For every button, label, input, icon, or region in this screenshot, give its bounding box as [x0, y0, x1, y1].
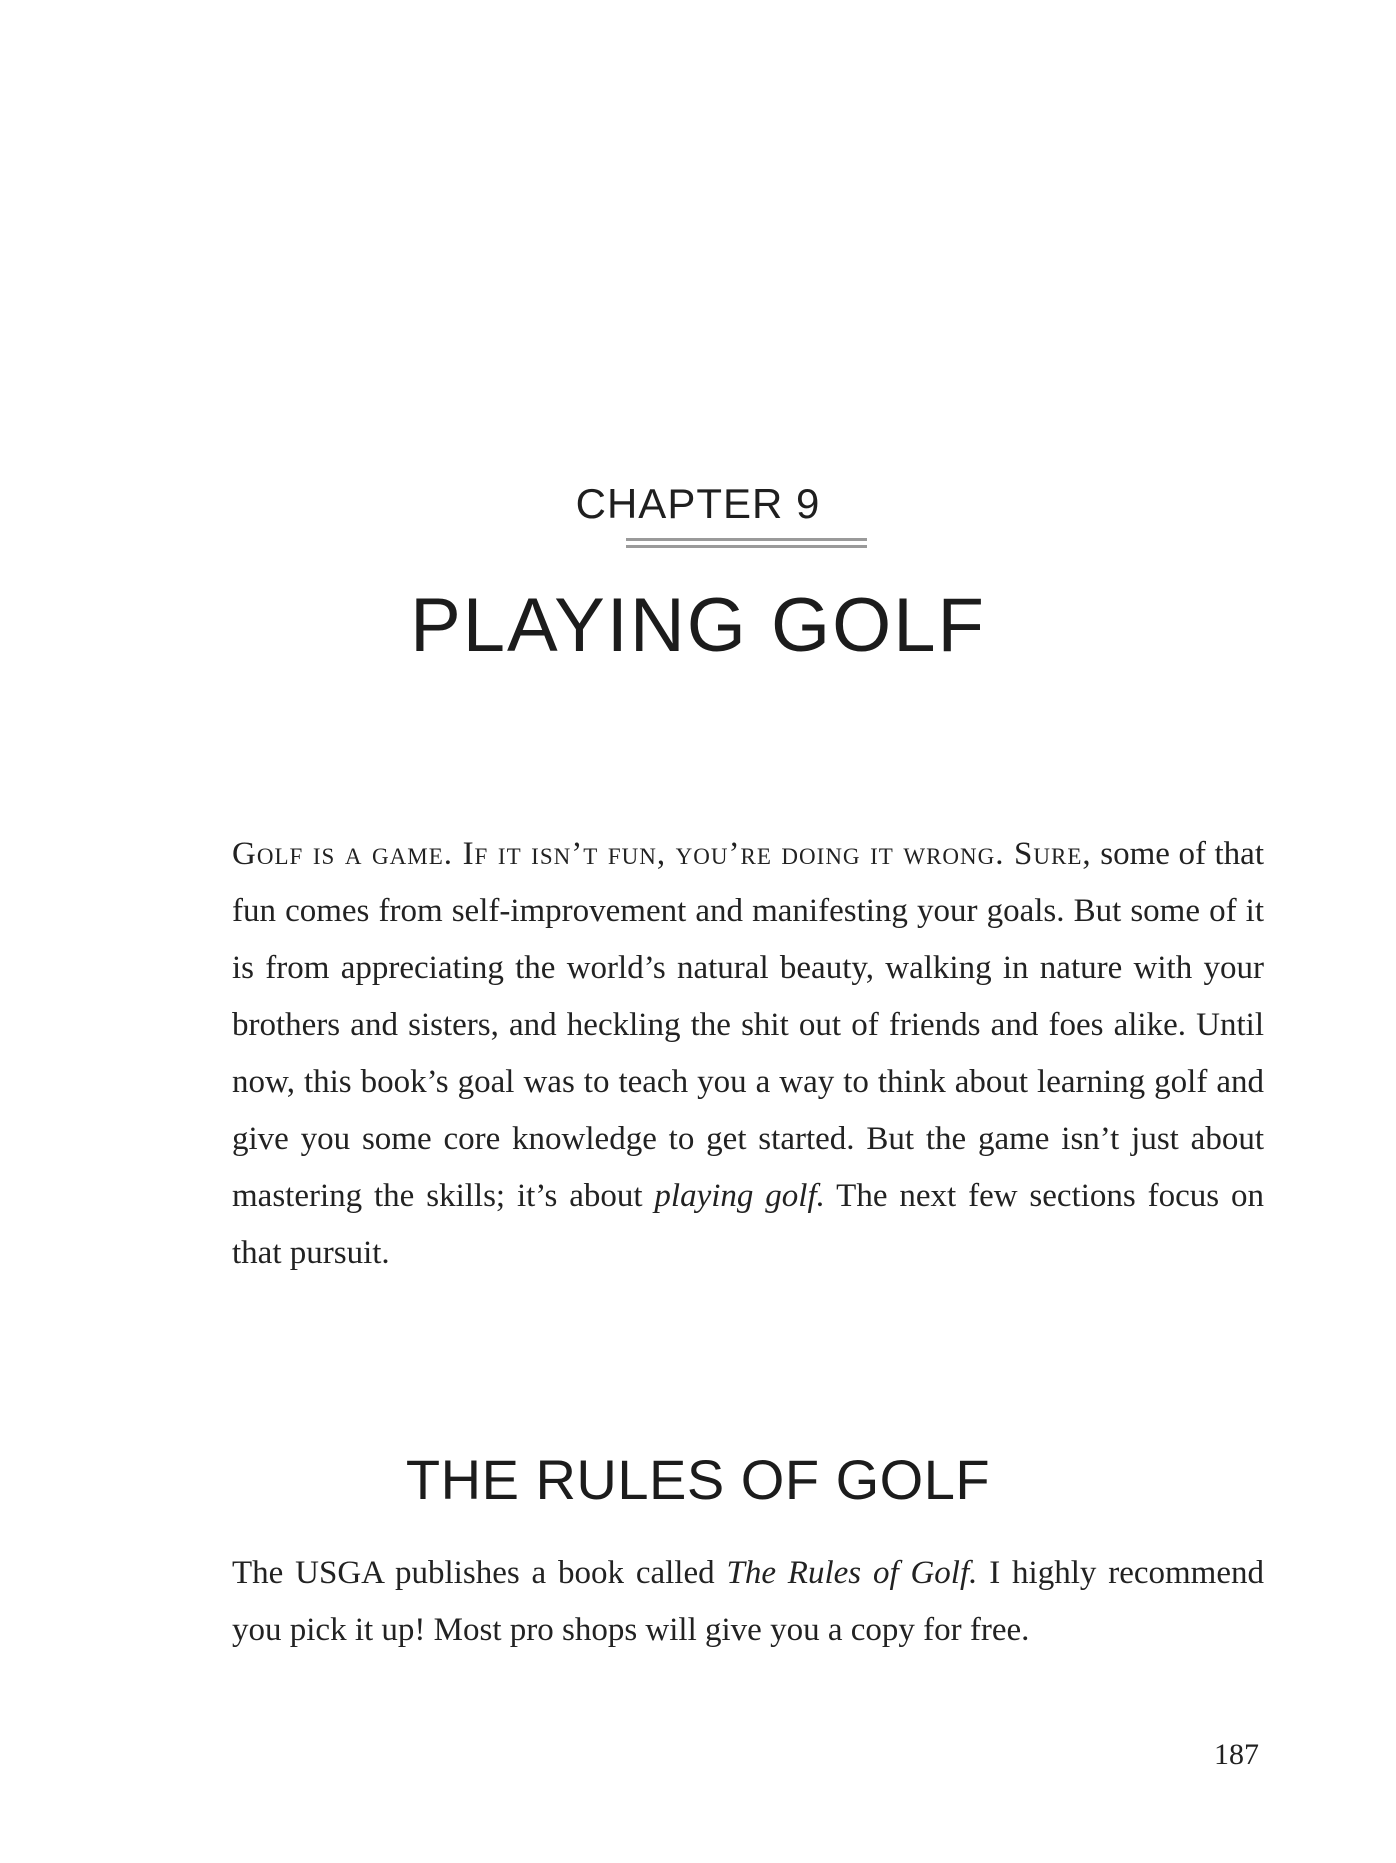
rules-text-1: The USGA publishes a book called	[232, 1555, 727, 1591]
chapter-label: CHAPTER 9	[575, 480, 821, 527]
rules-paragraph	[232, 1545, 1264, 1659]
rule-line-top	[626, 538, 867, 541]
rule-line-bottom	[626, 545, 867, 548]
intro-text-1: some of that fun comes from self-improvement and manifesting your goals. But some of it is from appreciating the world’s natural beauty, walking in nature with your brothers and sisters, and heckling the shit out of friends and foes alike. Until now, this book’s goal was to teach you a way to think about learning golf and give you some core knowledge to get started. But the game isn’t just about mastering the skills; it’s about	[232, 836, 1264, 1214]
intro-text-2: The next few sections focus on that pursuit.	[232, 1178, 1265, 1271]
section-heading: THE RULES OF GOLF	[405, 1448, 991, 1511]
intro-paragraph	[232, 826, 1264, 1282]
page-number: 187	[1214, 1738, 1259, 1771]
rules-text-2: I highly recommend you pick it up! Most pro shops will give you a copy for free.	[232, 1555, 1264, 1648]
intro-lead-small-caps: Golf is a game. If it isn’t fun, you’re doing it wrong. Sure,	[232, 836, 1092, 872]
intro-italic-phrase: playing golf.	[654, 1178, 825, 1214]
chapter-double-rule	[626, 538, 867, 550]
chapter-title: PLAYING GOLF	[410, 583, 986, 668]
rules-book-title: The Rules of Golf.	[726, 1555, 978, 1591]
